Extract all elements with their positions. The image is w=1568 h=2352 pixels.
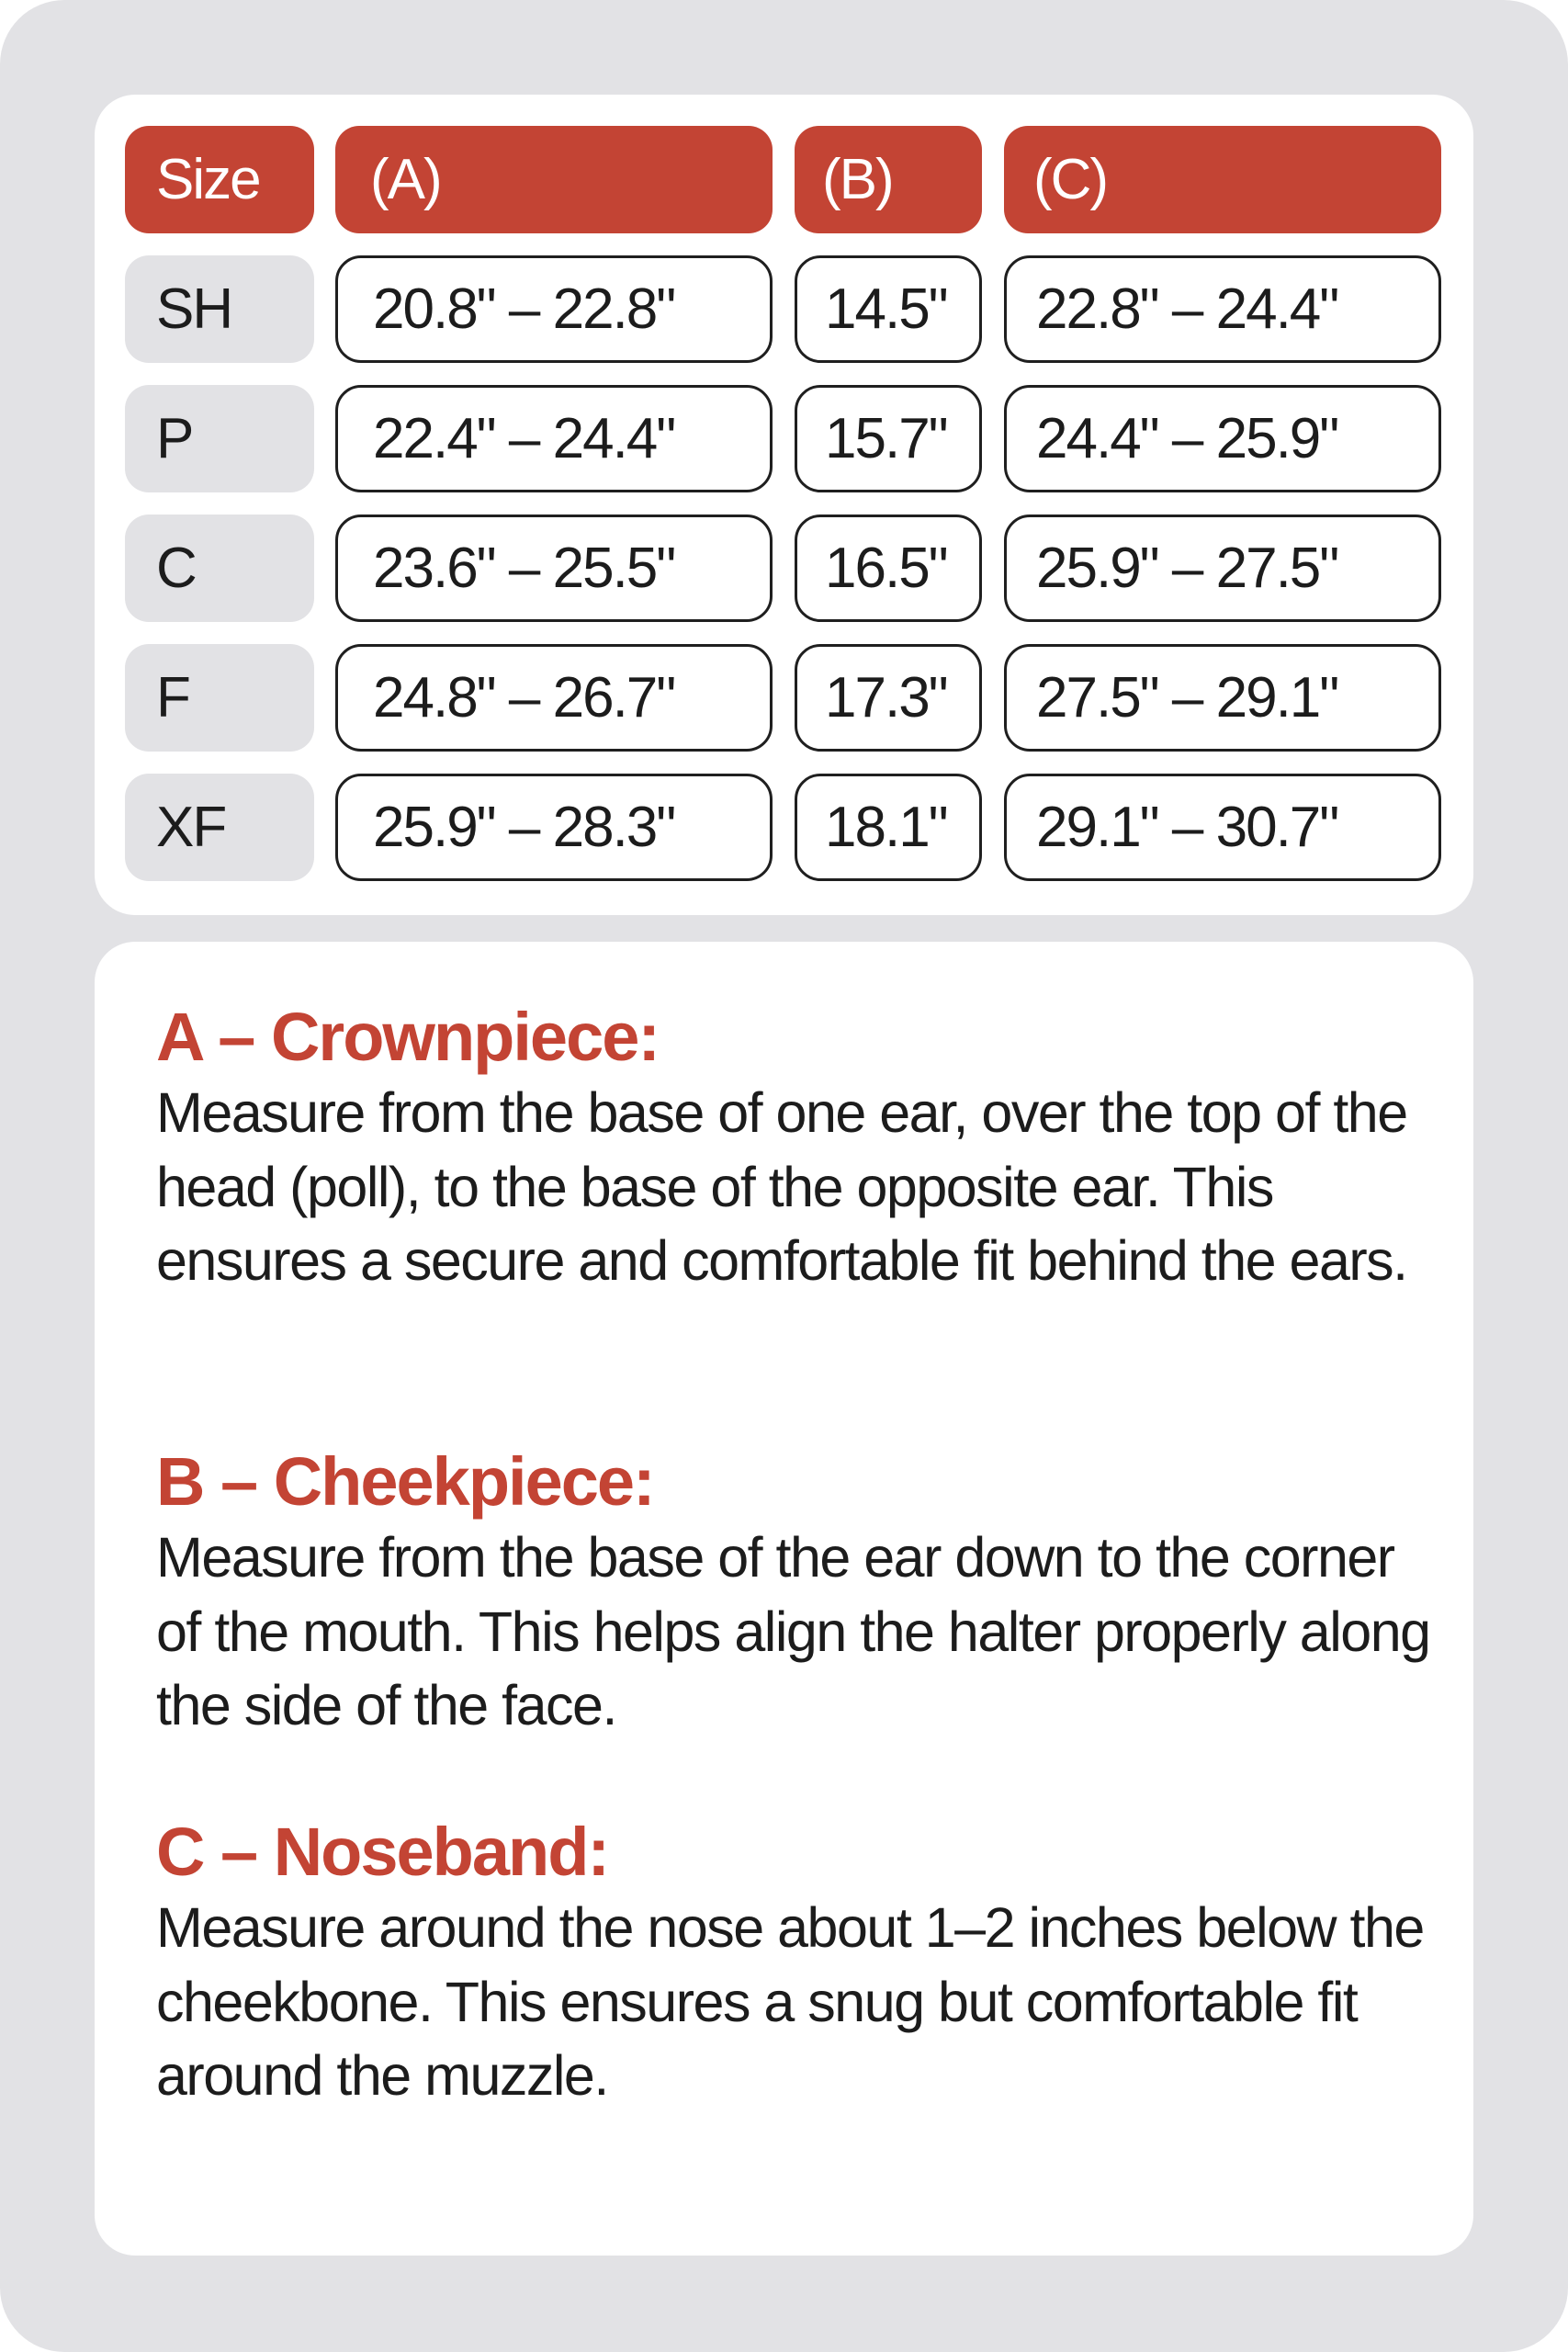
size-label: XF <box>125 774 314 881</box>
measure-b-cell: 17.3" <box>795 644 982 752</box>
section-title: C – Noseband: <box>156 1814 609 1890</box>
section-title: B – Cheekpiece: <box>156 1443 654 1520</box>
header-b: (B) <box>795 126 982 233</box>
measure-c-cell: 25.9" – 27.5" <box>1004 514 1441 622</box>
header-c: (C) <box>1004 126 1441 233</box>
size-label: SH <box>125 255 314 363</box>
header-size: Size <box>125 126 314 233</box>
measure-c-cell: 29.1" – 30.7" <box>1004 774 1441 881</box>
measure-b-cell: 15.7" <box>795 385 982 492</box>
measure-c-cell: 22.8" – 24.4" <box>1004 255 1441 363</box>
measure-c-cell: 27.5" – 29.1" <box>1004 644 1441 752</box>
measure-a-cell: 23.6" – 25.5" <box>335 514 773 622</box>
crownpiece-section <box>156 999 1442 1298</box>
measure-a-cell: 22.4" – 24.4" <box>335 385 773 492</box>
cheekpiece-section <box>156 1443 1442 1743</box>
size-label: P <box>125 385 314 492</box>
header-a: (A) <box>335 126 773 233</box>
measure-a-cell: 20.8" – 22.8" <box>335 255 773 363</box>
measure-b-cell: 14.5" <box>795 255 982 363</box>
measure-a-cell: 25.9" – 28.3" <box>335 774 773 881</box>
measure-b-cell: 16.5" <box>795 514 982 622</box>
section-body: Measure from the base of the ear down to the corner of the mouth. This helps align the halter properly along the side of the face. <box>156 1526 1430 1736</box>
noseband-section <box>156 1814 1442 2113</box>
section-body: Measure from the base of one ear, over the top of the head (poll), to the base of the opposite ear. This ensures a secure and comfortable fit behind the ears. <box>156 1081 1407 1292</box>
size-label: F <box>125 644 314 752</box>
section-body: Measure around the nose about 1–2 inches below the cheekbone. This ensures a snug but comfortable fit around the muzzle. <box>156 1896 1424 2107</box>
size-label: C <box>125 514 314 622</box>
measure-b-cell: 18.1" <box>795 774 982 881</box>
section-title: A – Crownpiece: <box>156 999 660 1075</box>
measure-c-cell: 24.4" – 25.9" <box>1004 385 1441 492</box>
measure-a-cell: 24.8" – 26.7" <box>335 644 773 752</box>
